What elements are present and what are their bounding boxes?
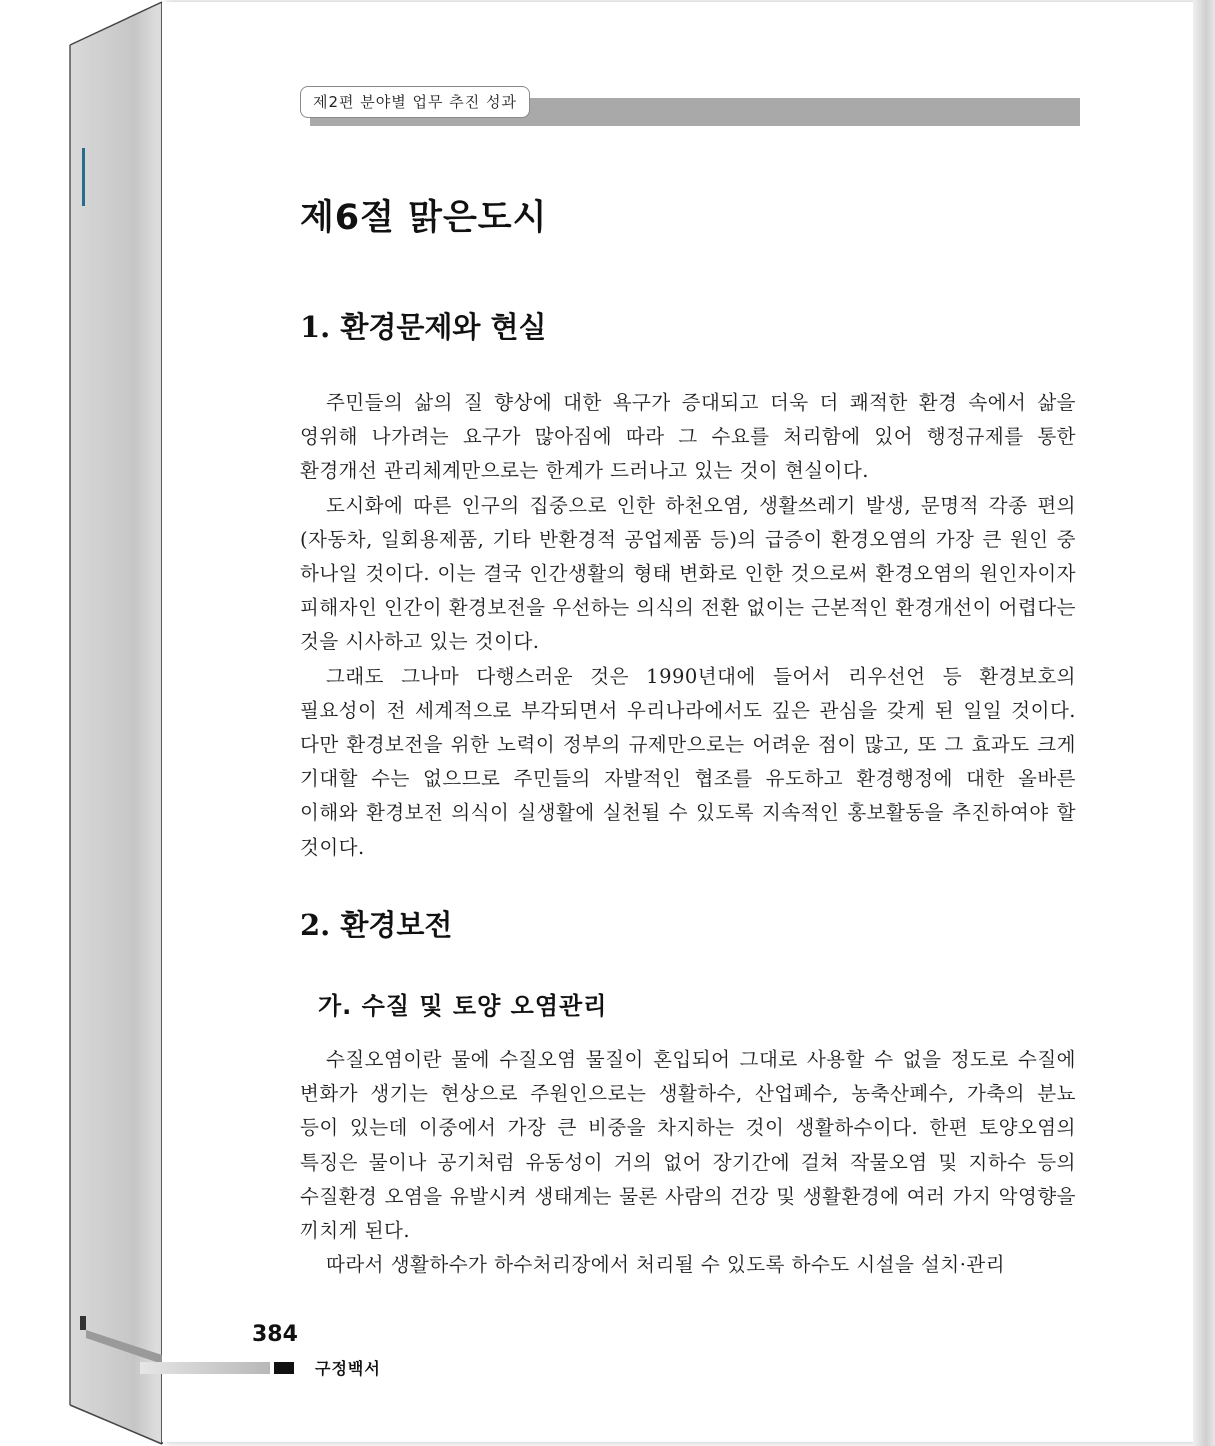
page-number: 384 [252, 1322, 298, 1347]
chapter-title: 제6절 맑은도시 [300, 198, 548, 238]
paragraph: 따라서 생활하수가 하수처리장에서 처리될 수 있도록 하수도 시설을 설치·관리 [326, 1253, 1006, 1277]
paragraph: 도시화에 따른 인구의 집중으로 인한 하천오염, 생활쓰레기 발생, 문명적 각종 편의(자동차, 일회용제품, 기타 반환경적 공업제품 등)의 급증이 환경오염의 가장 큰 원인 중 하나일 것이다. 이는 결국 인간생활의 형태 변화로 인한 것으로써 환경오염의 원인자이자 피해자인 인간이 환경보전을 우선하는 의식의 전환 없이는 근본적인 환경개선이 어렵다는 것을 시사하고 있는 것이다. [300, 493, 1076, 654]
subsection-heading: 가. 수질 및 토양 오염관리 [318, 992, 608, 1020]
running-header: 제2편 분야별 업무 추진 성과 [300, 86, 530, 118]
book-spine [0, 0, 170, 1446]
paragraph: 수질오염이란 물에 수질오염 물질이 혼입되어 그대로 사용할 수 없을 정도로 수질에 변화가 생기는 현상으로 주원인으로는 생활하수, 산업폐수, 농축산폐수, 가축의 분뇨 등이 있는데 이중에서 가장 큰 비중을 차지하는 것이 생활하수이다. 한편 토양오염의 특징은 물이나 공기처럼 유동성이 거의 없어 장기간에 걸쳐 작물오염 및 지하수 등의 수질환경 오염을 유발시켜 생태계는 물론 사람의 건강 및 생활환경에 여러 가지 악영향을 끼치게 된다. [300, 1048, 1076, 1243]
footer-book-title: 구정백서 [315, 1359, 381, 1378]
paragraph: 주민들의 삶의 질 향상에 대한 욕구가 증대되고 더욱 더 쾌적한 환경 속에서 삶을 영위해 나가려는 요구가 많아짐에 따라 그 수요를 처리함에 있어 행정규제를 통한 환경개선 관리체계만으로는 한계가 드러나고 있는 것이 현실이다. [300, 391, 1076, 483]
paragraph: 그래도 그나마 다행스러운 것은 1990년대에 들어서 리우선언 등 환경보호의 필요성이 전 세계적으로 부각되면서 우리나라에서도 깊은 관심을 갖게 된 일일 것이다. 다만 환경보전을 위한 노력이 정부의 규제만으로는 어려운 점이 많고, 또 그 효과도 크게 기대할 수는 없으므로 주민들의 자발적인 협조를 유도하고 환경행정에 대한 올바른 이해와 환경보전 의식이 실생활에 실천될 수 있도록 지속적인 홍보활동을 추진하여야 할 것이다. [300, 664, 1076, 859]
footer-block [274, 1362, 294, 1374]
page-edge-shadow [1193, 0, 1215, 1446]
section-heading-2: 2. 환경보전 [300, 908, 453, 942]
section-heading-1: 1. 환경문제와 현실 [300, 310, 547, 344]
footer-bar [140, 1362, 270, 1374]
